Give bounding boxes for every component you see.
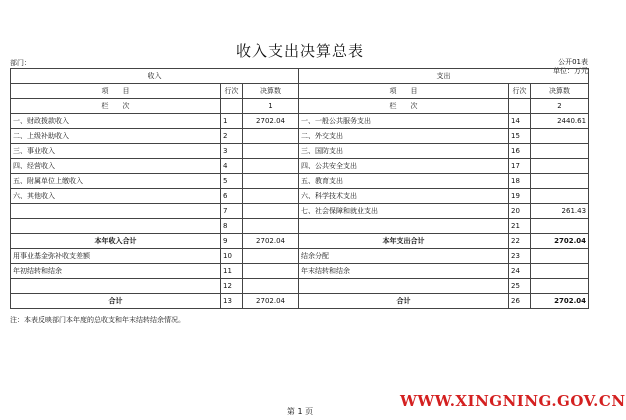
income-amount — [243, 159, 299, 174]
expense-item-name: 三、国防支出 — [299, 144, 509, 159]
site-watermark: WWW.XINGNING.GOV.CN — [400, 392, 626, 410]
expense-item-name: 五、教育支出 — [299, 174, 509, 189]
expense-amount-header: 决算数 — [531, 84, 589, 99]
expense-line-number: 20 — [509, 204, 531, 219]
expense-line-number: 18 — [509, 174, 531, 189]
expense-column-number: 2 — [531, 99, 589, 114]
income-column-number: 1 — [243, 99, 299, 114]
blank-expense-line: 25 — [509, 279, 531, 294]
income-amount: 2702.04 — [243, 114, 299, 129]
form-code: 公开01表 — [558, 58, 588, 66]
table-row — [11, 204, 589, 219]
year-income-total-line: 9 — [221, 234, 243, 249]
income-amount — [243, 204, 299, 219]
expense-item-name: 七、社会保障和就业支出 — [299, 204, 509, 219]
surplus-allocation-line: 23 — [509, 249, 531, 264]
expense-line-number: 19 — [509, 189, 531, 204]
income-amount — [243, 174, 299, 189]
income-item-name: 二、上级补助收入 — [11, 129, 221, 144]
fund-makeup-label: 用事业基金弥补收支差额 — [11, 249, 221, 264]
expense-line-number: 17 — [509, 159, 531, 174]
income-item-header: 项 目 — [11, 84, 221, 99]
grand-expense-line: 26 — [509, 294, 531, 309]
income-line-number: 1 — [221, 114, 243, 129]
income-item-name — [11, 219, 221, 234]
opening-balance-label: 年初结转和结余 — [11, 264, 221, 279]
unit-label: 单位：万元 — [553, 67, 588, 75]
column-index-row — [11, 99, 589, 114]
income-amount-header: 决算数 — [243, 84, 299, 99]
income-expense-table — [10, 68, 589, 309]
income-line-number: 6 — [221, 189, 243, 204]
income-line-header: 行次 — [221, 84, 243, 99]
expense-item-name: 四、公共安全支出 — [299, 159, 509, 174]
expense-line-number: 15 — [509, 129, 531, 144]
expense-column-label: 栏 次 — [299, 99, 509, 114]
year-total-row — [11, 234, 589, 249]
table-row — [11, 129, 589, 144]
blank-row — [11, 279, 589, 294]
income-section-header: 收入 — [11, 69, 299, 84]
expense-line-number: 16 — [509, 144, 531, 159]
year-expense-total-line: 22 — [509, 234, 531, 249]
expense-amount: 261.43 — [531, 204, 589, 219]
surplus-allocation-label: 结余分配 — [299, 249, 509, 264]
year-income-total-amount: 2702.04 — [243, 234, 299, 249]
expense-section-header: 支出 — [299, 69, 589, 84]
closing-balance-line: 24 — [509, 264, 531, 279]
income-item-name — [11, 204, 221, 219]
expense-line-number: 21 — [509, 219, 531, 234]
page-title: 收入支出决算总表 — [235, 42, 364, 60]
income-amount — [243, 189, 299, 204]
grand-expense-amount: 2702.04 — [531, 294, 589, 309]
expense-item-name: 一、一般公共服务支出 — [299, 114, 509, 129]
expense-amount — [531, 189, 589, 204]
income-item-name: 六、其他收入 — [11, 189, 221, 204]
year-expense-total-amount: 2702.04 — [531, 234, 589, 249]
table-note: 注：本表反映部门本年度的总收支和年末结转结余情况。 — [10, 316, 185, 324]
blank-income-line: 12 — [221, 279, 243, 294]
table-row — [11, 219, 589, 234]
adjustment-row-2 — [11, 264, 589, 279]
income-item-name: 五、附属单位上缴收入 — [11, 174, 221, 189]
expense-amount — [531, 159, 589, 174]
grand-expense-label: 合计 — [299, 294, 509, 309]
expense-item-name — [299, 219, 509, 234]
section-header-row — [11, 69, 589, 84]
grand-total-row — [11, 294, 589, 309]
table-row — [11, 159, 589, 174]
income-amount — [243, 129, 299, 144]
adjustment-row-1 — [11, 249, 589, 264]
expense-amount — [531, 219, 589, 234]
column-header-row — [11, 84, 589, 99]
table-row — [11, 144, 589, 159]
closing-balance-label: 年末结转和结余 — [299, 264, 509, 279]
year-expense-total-label: 本年支出合计 — [299, 234, 509, 249]
income-line-number: 2 — [221, 129, 243, 144]
expense-amount — [531, 129, 589, 144]
expense-item-header: 项 目 — [299, 84, 509, 99]
expense-line-header: 行次 — [509, 84, 531, 99]
year-income-total-label: 本年收入合计 — [11, 234, 221, 249]
expense-amount — [531, 174, 589, 189]
data-rows — [11, 114, 589, 234]
expense-line-number: 14 — [509, 114, 531, 129]
table-row — [11, 174, 589, 189]
department-label: 部门： — [10, 59, 31, 67]
income-amount — [243, 144, 299, 159]
income-line-number: 7 — [221, 204, 243, 219]
opening-balance-line: 11 — [221, 264, 243, 279]
income-line-number: 4 — [221, 159, 243, 174]
expense-amount: 2440.61 — [531, 114, 589, 129]
expense-item-name: 六、科学技术支出 — [299, 189, 509, 204]
grand-income-amount: 2702.04 — [243, 294, 299, 309]
income-line-number: 3 — [221, 144, 243, 159]
table-row — [11, 114, 589, 129]
table-row — [11, 189, 589, 204]
expense-amount — [531, 144, 589, 159]
income-item-name: 三、事业收入 — [11, 144, 221, 159]
grand-income-label: 合计 — [11, 294, 221, 309]
income-item-name: 一、财政拨款收入 — [11, 114, 221, 129]
income-amount — [243, 219, 299, 234]
expense-item-name: 二、外交支出 — [299, 129, 509, 144]
income-line-number: 5 — [221, 174, 243, 189]
income-item-name: 四、经营收入 — [11, 159, 221, 174]
grand-income-line: 13 — [221, 294, 243, 309]
fund-makeup-line: 10 — [221, 249, 243, 264]
income-column-label: 栏 次 — [11, 99, 221, 114]
income-line-number: 8 — [221, 219, 243, 234]
page-number: 第 1 页 — [286, 407, 314, 416]
